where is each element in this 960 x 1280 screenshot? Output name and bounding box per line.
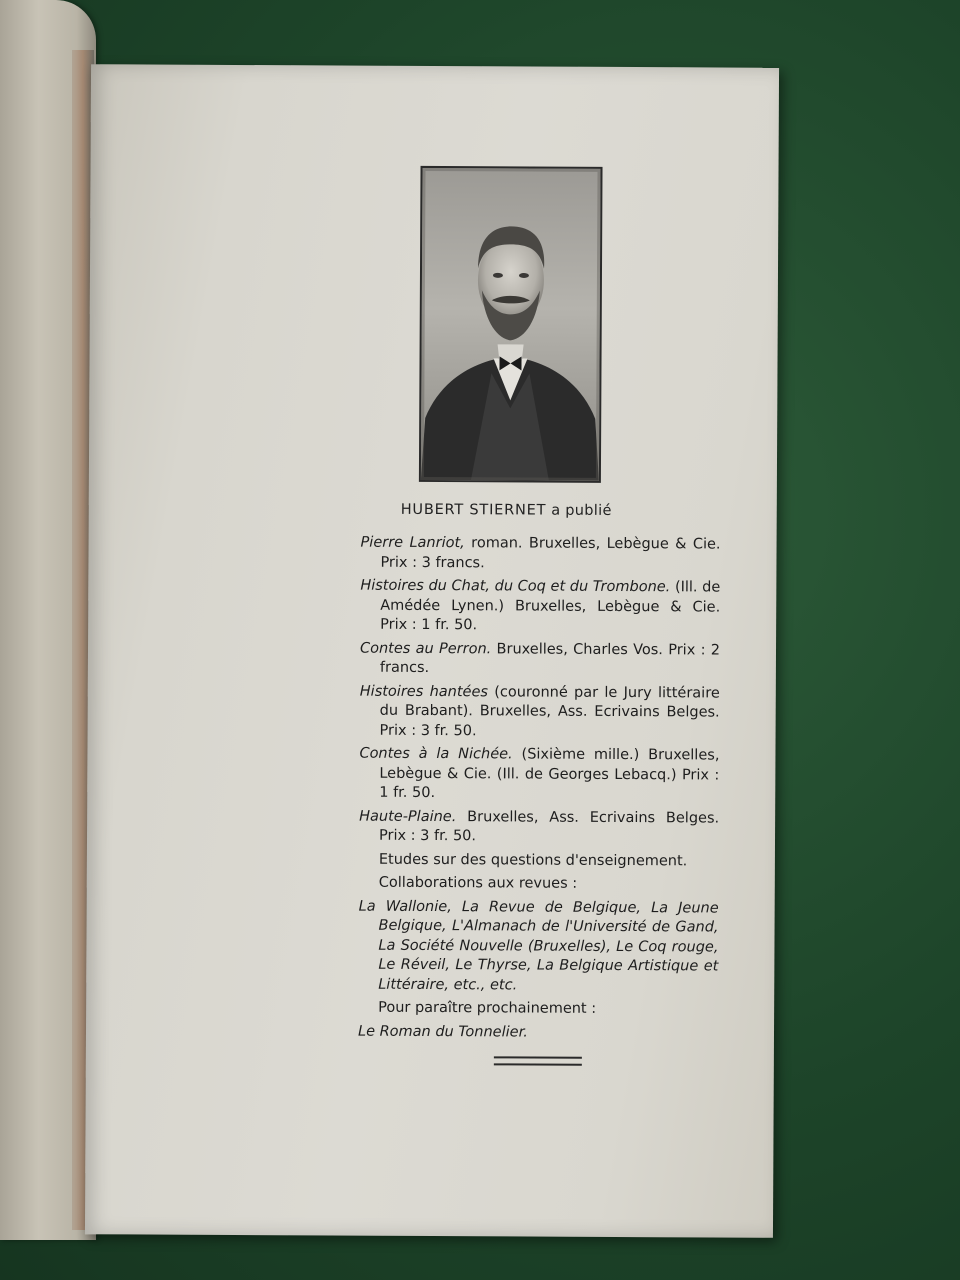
list-item: [359, 745, 719, 805]
list-item: [360, 534, 720, 575]
book-details: (Sixième mille.) Bruxelles, Lebègue & Cie. (Ill. de Georges Lebacq.) Prix : 1 fr. 50.: [379, 746, 720, 802]
list-item: [360, 639, 720, 680]
book-title: Contes à la Nichée.: [359, 745, 513, 763]
collaborations-label: Collaborations aux revues :: [378, 874, 578, 892]
book-details: (couronné par le Jury littéraire du Brabant). Bruxelles, Ass. Ecrivains Belges. Prix : 3 fr. 50.: [379, 683, 720, 739]
etudes-line: Etudes sur des questions d'enseignement.: [378, 851, 688, 869]
double-rule-divider: [494, 1056, 582, 1065]
portrait-illustration: [421, 168, 601, 481]
book-details: Bruxelles, Ass. Ecrivains Belges. Prix : 3 fr. 50.: [378, 808, 720, 845]
book-page: [85, 64, 779, 1238]
upcoming-title: Le Roman du Tonnelier.: [357, 1023, 528, 1041]
book-title: Pierre Lanriot,: [360, 534, 465, 552]
heading-suffix: a publié: [551, 502, 612, 519]
book-details: (Ill. de Amédée Lynen.) Bruxelles, Lebègue & Cie. Prix : 1 fr. 50.: [380, 579, 721, 634]
publication-list: [358, 534, 721, 1048]
book-details: Bruxelles, Charles Vos. Prix : 2 francs.: [379, 640, 721, 676]
list-item: [360, 577, 720, 637]
revues-list: La Wallonie, La Revue de Belgique, La Jeune Belgique, L'Almanach de l'Université de Gand, La Société Nouvelle (Bruxelles), Le Coq rouge, Le Réveil, Le Thyrse, La Belgique Artistique et Littéraire, etc., etc.: [358, 898, 719, 993]
list-item: [359, 807, 719, 848]
book-details: roman. Bruxelles, Lebègue & Cie. Prix : 3 francs.: [380, 535, 721, 571]
list-item: [360, 682, 720, 742]
author-name: HUBERT STIERNET: [400, 501, 547, 519]
upcoming-label: Pour paraître prochainement :: [378, 999, 597, 1017]
book-title: Histoires hantées: [359, 683, 489, 700]
author-portrait: [419, 166, 603, 483]
book-title: Histoires du Chat, du Coq et du Trombone.: [360, 577, 671, 596]
book-title: Haute-Plaine.: [359, 808, 457, 825]
book-title: Contes au Perron.: [359, 640, 492, 657]
publications-heading: [401, 502, 681, 519]
